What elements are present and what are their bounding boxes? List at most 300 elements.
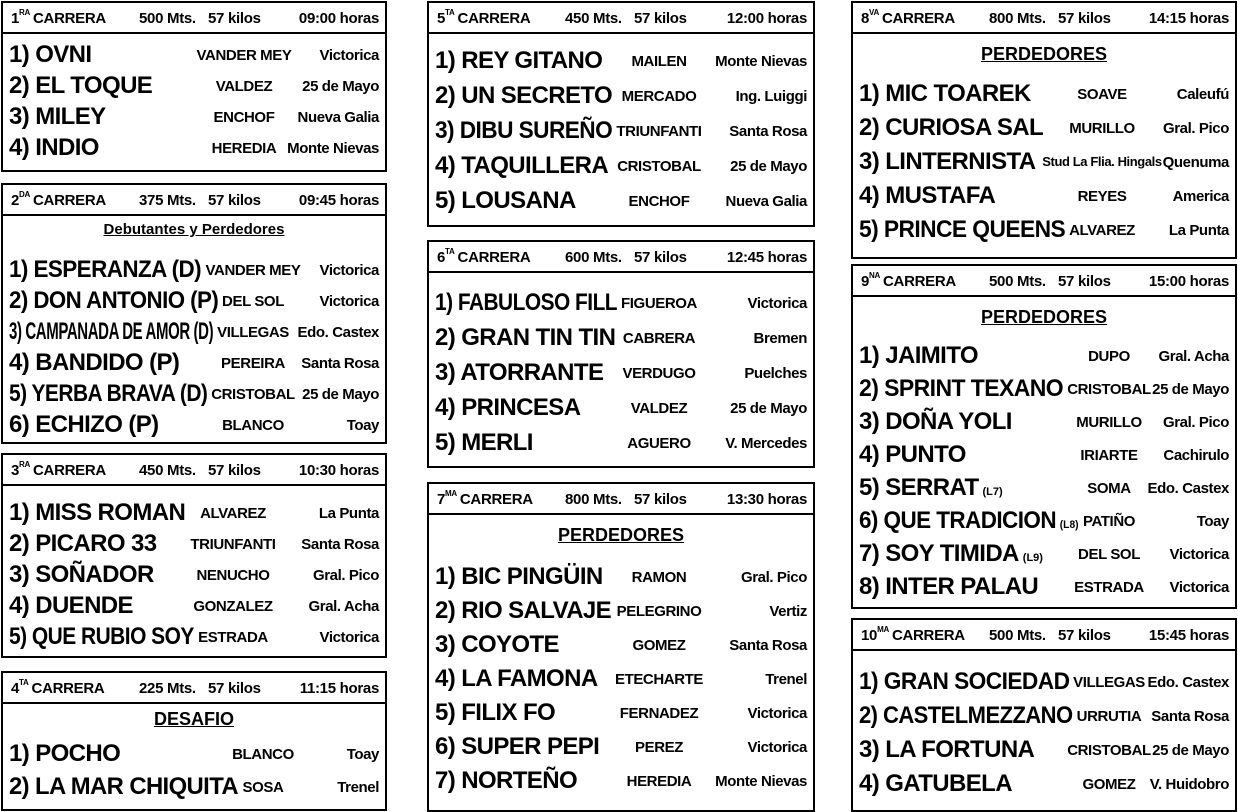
horse-name <box>435 324 615 352</box>
entry-town: Santa Rosa <box>729 123 807 140</box>
horse-name <box>435 699 555 727</box>
race-title <box>11 462 106 479</box>
horse-name <box>859 573 1038 601</box>
race-distance: 450 Mts. <box>139 462 196 479</box>
race-title <box>861 627 965 644</box>
horse-name-text: 1) FABULOSO FILL <box>435 289 618 316</box>
horse-name-text: 1) BIC PINGÜIN <box>435 563 603 590</box>
horse-name-text: 7) SOY TIMIDA <box>859 540 1019 567</box>
jockey-name: VANDER MEY <box>205 262 301 279</box>
jockey-name: SOSA <box>242 779 284 796</box>
entry-town: Victorica <box>319 293 379 310</box>
horse-name <box>859 375 1063 403</box>
horse-name <box>9 380 207 408</box>
race-3-card <box>1 453 387 658</box>
jockey-name: CRISTOBAL <box>617 158 701 175</box>
entry-town: 25 de Mayo <box>730 158 807 175</box>
entry-row <box>435 47 807 77</box>
horse-name <box>9 318 213 346</box>
horse-name <box>9 256 201 284</box>
race-number: 1 <box>11 10 20 27</box>
race-ordinal-suffix: RA <box>19 460 31 469</box>
entry-row <box>435 359 807 389</box>
horse-name-text: 2) CASTELMEZZANO <box>859 702 1073 729</box>
entry-row <box>859 507 1229 537</box>
entry-row <box>435 187 807 217</box>
entry-town: 25 de Mayo <box>1152 381 1229 398</box>
entry-row <box>859 474 1229 504</box>
entry-town: Trenel <box>765 671 807 688</box>
jockey-name: GOMEZ <box>1082 776 1136 793</box>
entry-row <box>9 72 379 102</box>
horse-name-text: 3) COYOTE <box>435 631 559 658</box>
horse-name <box>435 429 533 457</box>
jockey-name: MAILEN <box>631 53 687 70</box>
entry-town: Victorica <box>747 705 807 722</box>
race-header <box>853 620 1235 651</box>
entry-row <box>9 349 379 379</box>
race-time: 09:00 horas <box>298 10 379 27</box>
race-condition: Debutantes y Perdedores <box>103 221 285 238</box>
race-weight: 57 kilos <box>1058 10 1111 27</box>
entry-town: America <box>1172 188 1229 205</box>
race-weight: 57 kilos <box>1058 273 1111 290</box>
entry-row <box>9 256 379 286</box>
entry-town: Puelches <box>744 365 807 382</box>
horse-name <box>9 561 154 589</box>
entry-town: 25 de Mayo <box>302 78 379 95</box>
horse-name <box>435 631 559 659</box>
entry-row <box>435 665 807 695</box>
horse-name-text: 4) INDIO <box>9 134 99 161</box>
entry-town: La Punta <box>1168 222 1229 239</box>
jockey-name: DUPO <box>1088 348 1130 365</box>
jockey-name: PEREZ <box>634 739 684 756</box>
horse-name <box>435 47 602 75</box>
jockey-name: ALVAREZ <box>200 505 266 522</box>
entry-row <box>859 573 1229 603</box>
race-distance: 800 Mts. <box>989 10 1046 27</box>
race-distance: 500 Mts. <box>989 273 1046 290</box>
race-weight: 57 kilos <box>634 249 687 266</box>
horse-name-text: 2) LA MAR CHIQUITA <box>9 773 239 800</box>
entry-town: Gral. Acha <box>1158 348 1229 365</box>
horse-name-text: 2) CURIOSA SAL <box>859 114 1044 141</box>
race-time: 10:30 horas <box>298 462 379 479</box>
jockey-name: SOMA <box>1087 480 1131 497</box>
entry-town: Monte Nievas <box>715 53 807 70</box>
race-title <box>861 273 956 290</box>
entry-row <box>435 82 807 112</box>
entry-town: Gral. Pico <box>1162 120 1229 137</box>
horse-name <box>435 117 612 145</box>
race-condition: PERDEDORES <box>557 525 685 545</box>
race-title <box>11 192 106 209</box>
entry-town: Santa Rosa <box>301 536 379 553</box>
race-10-card <box>851 618 1237 812</box>
race-header <box>3 673 385 704</box>
horse-name-text: 1) JAIMITO <box>859 342 978 369</box>
race-label: CARRERA <box>31 680 105 697</box>
jockey-name: PELEGRINO <box>616 603 702 620</box>
entry-row <box>435 733 807 763</box>
horse-name-text: 4) GATUBELA <box>859 770 1012 797</box>
entry-town: Bremen <box>753 330 807 347</box>
entry-row <box>9 530 379 560</box>
entry-row <box>435 117 807 147</box>
jockey-name: TRIUNFANTI <box>616 123 702 140</box>
race-number: 9 <box>861 273 870 290</box>
race-header <box>3 185 385 216</box>
entry-row <box>9 103 379 133</box>
race-weight: 57 kilos <box>208 680 261 697</box>
horse-name <box>435 359 603 387</box>
entry-row <box>859 770 1229 800</box>
race-ordinal-suffix: TA <box>19 678 29 687</box>
entry-town: Victorica <box>1169 579 1229 596</box>
entry-town: Cachirulo <box>1163 447 1229 464</box>
race-number: 4 <box>11 680 20 697</box>
entry-row <box>859 702 1229 732</box>
horse-name <box>859 770 1012 798</box>
entry-row <box>9 41 379 71</box>
entry-row <box>435 563 807 593</box>
horse-name-text: 3) LA FORTUNA <box>859 736 1035 763</box>
entry-row <box>9 773 379 803</box>
race-title <box>11 680 104 697</box>
entry-town: Nueva Galia <box>297 109 379 126</box>
horse-name-text: 2) RIO SALVAJE <box>435 597 612 624</box>
horse-name-text: 3) DOÑA YOLI <box>859 408 1012 435</box>
horse-name-text: 5) SERRAT <box>859 474 979 501</box>
horse-name-text: 5) MERLI <box>435 429 533 456</box>
race-label: CARRERA <box>881 10 955 27</box>
horse-name <box>859 182 995 210</box>
entry-town: Gral. Pico <box>740 569 807 586</box>
horse-name <box>859 474 1003 502</box>
entry-row <box>435 597 807 627</box>
jockey-name: HEREDIA <box>211 140 277 157</box>
entry-row <box>859 148 1229 178</box>
race-ordinal-suffix: TA <box>445 247 455 256</box>
horse-name-text: 1) MISS ROMAN <box>9 499 186 526</box>
race-5-card <box>427 1 815 227</box>
race-4-card <box>1 671 387 811</box>
horse-name-text: 1) POCHO <box>9 740 121 767</box>
jockey-name: URRUTIA <box>1076 708 1142 725</box>
horse-name-text: 6) ECHIZO (P) <box>9 411 159 438</box>
horse-name <box>435 665 598 693</box>
race-9-card <box>851 264 1237 609</box>
race-title <box>437 10 530 27</box>
entry-town: Monte Nievas <box>287 140 379 157</box>
horse-name-text: 2) GRAN TIN TIN <box>435 324 616 351</box>
horse-name <box>435 563 603 591</box>
horse-name <box>9 592 133 620</box>
horse-name-text: 4) PUNTO <box>859 441 966 468</box>
race-ordinal-suffix: VA <box>869 8 879 17</box>
entry-row <box>9 411 379 441</box>
horse-name <box>859 114 1043 142</box>
horse-name-text: 1) GRAN SOCIEDAD <box>859 668 1070 695</box>
jockey-name: FERNADEZ <box>619 705 699 722</box>
entry-row <box>435 394 807 424</box>
jockey-name: VANDER MEY <box>196 47 292 64</box>
entry-row <box>9 592 379 622</box>
race-condition: DESAFIO <box>153 709 234 729</box>
entry-row <box>9 561 379 591</box>
horse-name <box>9 287 218 315</box>
race-title <box>437 249 530 266</box>
entry-town: V. Mercedes <box>725 435 807 452</box>
entry-row <box>859 408 1229 438</box>
entry-town: Edo. Castex <box>1147 674 1229 691</box>
race-weight: 57 kilos <box>208 462 261 479</box>
jockey-name: TRIUNFANTI <box>190 536 276 553</box>
entry-town: Santa Rosa <box>1151 708 1229 725</box>
entry-town: Edo. Castex <box>1147 480 1229 497</box>
horse-name-text: 2) SPRINT TEXANO <box>859 375 1064 402</box>
race-condition: PERDEDORES <box>980 44 1108 64</box>
horse-name <box>9 499 185 527</box>
horse-name <box>9 623 194 651</box>
horse-name-text: 4) DUENDE <box>9 592 133 619</box>
entry-row <box>9 623 379 653</box>
horse-name-text: 5) PRINCE QUEENS <box>859 216 1066 243</box>
entry-row <box>9 287 379 317</box>
horse-name-text: 3) MILEY <box>9 103 106 130</box>
race-distance: 225 Mts. <box>139 680 196 697</box>
horse-name <box>859 148 1036 176</box>
horse-name <box>9 41 91 69</box>
jockey-name: GOMEZ <box>632 637 686 654</box>
entry-town: 25 de Mayo <box>730 400 807 417</box>
horse-name-text: 2) EL TOQUE <box>9 72 153 99</box>
jockey-name: SOAVE <box>1077 86 1127 103</box>
race-header <box>429 3 813 34</box>
race-ordinal-suffix: MA <box>445 489 457 498</box>
entry-town: Victorica <box>319 262 379 279</box>
entry-row <box>859 441 1229 471</box>
jockey-name: NENUCHO <box>196 567 270 584</box>
race-time: 11:15 horas <box>299 680 379 697</box>
entry-town: Nueva Galia <box>725 193 807 210</box>
race-header <box>853 3 1235 34</box>
race-number: 6 <box>437 249 446 266</box>
race-distance: 600 Mts. <box>565 249 622 266</box>
jockey-name: MURILLO <box>1069 120 1135 137</box>
entry-town: Trenel <box>337 779 379 796</box>
entry-row <box>859 80 1229 110</box>
entry-town: Edo. Castex <box>297 324 379 341</box>
horse-name-text: 1) ESPERANZA (D) <box>9 256 202 283</box>
race-header <box>853 266 1235 297</box>
horse-name <box>9 103 106 131</box>
race-ordinal-suffix: NA <box>869 271 881 280</box>
entry-town: La Punta <box>318 505 379 522</box>
race-number: 8 <box>861 10 870 27</box>
race-header <box>429 242 813 273</box>
entry-town: Victorica <box>1169 546 1229 563</box>
entry-tag: (L7) <box>982 486 1003 498</box>
horse-name-text: 8) INTER PALAU <box>859 573 1039 600</box>
entry-tag: (L8) <box>1059 519 1079 531</box>
horse-name-text: 3) DIBU SUREÑO <box>435 117 613 144</box>
race-weight: 57 kilos <box>1058 627 1111 644</box>
entry-town: Victorica <box>319 47 379 64</box>
horse-name <box>859 507 1079 535</box>
jockey-name: DEL SOL <box>1078 546 1140 563</box>
horse-name <box>9 349 179 377</box>
race-ordinal-suffix: DA <box>19 190 31 199</box>
jockey-name: VERDUGO <box>622 365 696 382</box>
horse-name <box>435 597 611 625</box>
horse-name <box>859 702 1073 730</box>
jockey-name: CABRERA <box>622 330 696 347</box>
race-number: 7 <box>437 491 446 508</box>
entry-town: Toay <box>346 417 379 434</box>
jockey-name: ESTRADA <box>1074 579 1144 596</box>
horse-name-text: 2) DON ANTONIO (P) <box>9 287 219 314</box>
horse-name-text: 1) OVNI <box>9 41 92 68</box>
race-time: 12:45 horas <box>726 249 807 266</box>
horse-name-text: 2) PICARO 33 <box>9 530 157 557</box>
entry-row <box>9 380 379 410</box>
entry-town: 25 de Mayo <box>302 386 379 403</box>
horse-name-text: 2) UN SECRETO <box>435 82 613 109</box>
entry-row <box>859 736 1229 766</box>
race-label: CARRERA <box>457 249 531 266</box>
jockey-name: PATIÑO <box>1082 513 1136 530</box>
jockey-name: BLANCO <box>232 746 294 763</box>
race-weight: 57 kilos <box>208 10 261 27</box>
horse-name <box>859 668 1069 696</box>
jockey-name: IRIARTE <box>1080 447 1138 464</box>
race-weight: 57 kilos <box>634 491 687 508</box>
race-number: 10 <box>861 627 878 644</box>
race-7-card <box>427 482 815 812</box>
entry-town: Toay <box>346 746 379 763</box>
jockey-name: ENCHOF <box>628 193 690 210</box>
entry-row <box>859 540 1229 570</box>
race-distance: 500 Mts. <box>989 627 1046 644</box>
horse-name <box>9 530 157 558</box>
entry-town: Victorica <box>319 629 379 646</box>
race-header <box>3 455 385 486</box>
race-weight: 57 kilos <box>634 10 687 27</box>
jockey-name: CRISTOBAL <box>1067 742 1151 759</box>
entry-row <box>9 318 379 348</box>
jockey-name: VALDEZ <box>630 400 688 417</box>
horse-name-text: 4) LA FAMONA <box>435 665 598 692</box>
horse-name-text: 4) MUSTAFA <box>859 182 996 209</box>
race-title <box>437 491 533 508</box>
entry-row <box>435 429 807 459</box>
horse-name <box>9 72 152 100</box>
entry-row <box>859 342 1229 372</box>
race-number: 2 <box>11 192 20 209</box>
horse-name <box>859 408 1012 436</box>
entry-town: Ing. Luiggi <box>735 88 807 105</box>
horse-name <box>435 82 612 110</box>
entry-row <box>9 134 379 164</box>
jockey-name: ESTRADA <box>198 629 268 646</box>
race-ordinal-suffix: TA <box>445 8 455 17</box>
race-number: 5 <box>437 10 446 27</box>
horse-name-text: 5) LOUSANA <box>435 187 576 214</box>
jockey-name: ALVAREZ <box>1069 222 1135 239</box>
horse-name-text: 3) ATORRANTE <box>435 359 604 386</box>
race-title <box>11 10 106 27</box>
horse-name <box>435 152 608 180</box>
horse-name <box>859 80 1031 108</box>
race-time: 15:45 horas <box>1148 627 1229 644</box>
entry-row <box>859 668 1229 698</box>
jockey-name: ENCHOF <box>213 109 275 126</box>
horse-name <box>859 216 1065 244</box>
jockey-name: CRISTOBAL <box>211 386 295 403</box>
jockey-name: GONZALEZ <box>193 598 273 615</box>
horse-name-text: 5) QUE RUBIO SOY <box>9 623 194 650</box>
entry-row <box>859 114 1229 144</box>
horse-name-text: 3) CAMPANADA DE AMOR (D) <box>9 318 214 345</box>
entry-tag: (L9) <box>1022 552 1043 564</box>
jockey-name: HEREDIA <box>626 773 692 790</box>
horse-name-text: 7) NORTEÑO <box>435 767 578 794</box>
entry-town: Santa Rosa <box>301 355 379 372</box>
race-number: 3 <box>11 462 20 479</box>
race-header <box>3 3 385 34</box>
race-label: CARRERA <box>457 10 531 27</box>
horse-name <box>435 289 617 317</box>
horse-name-text: 3) SOÑADOR <box>9 561 154 588</box>
horse-name-text: 6) SUPER PEPI <box>435 733 600 760</box>
entry-row <box>435 324 807 354</box>
entry-row <box>435 289 807 319</box>
entry-row <box>859 375 1229 405</box>
race-distance: 375 Mts. <box>139 192 196 209</box>
race-label: CARRERA <box>33 462 106 479</box>
horse-name-text: 5) FILIX FO <box>435 699 556 726</box>
horse-name <box>435 394 580 422</box>
race-time: 09:45 horas <box>298 192 379 209</box>
horse-name <box>9 773 238 801</box>
race-title <box>861 10 955 27</box>
race-label: CARRERA <box>459 491 533 508</box>
horse-name-text: 1) REY GITANO <box>435 47 603 74</box>
jockey-name: ETECHARTE <box>614 671 704 688</box>
jockey-name: FIGUEROA <box>621 295 697 312</box>
horse-name-text: 1) MIC TOAREK <box>859 80 1031 107</box>
entry-town: Monte Nievas <box>715 773 807 790</box>
entry-town: Victorica <box>747 295 807 312</box>
race-header <box>429 484 813 515</box>
jockey-name: BLANCO <box>222 417 284 434</box>
jockey-name: REYES <box>1077 188 1127 205</box>
jockey-name: RAMON <box>631 569 687 586</box>
horse-name <box>435 767 577 795</box>
entry-town: Victorica <box>747 739 807 756</box>
race-label: CARRERA <box>891 627 965 644</box>
race-distance: 450 Mts. <box>565 10 622 27</box>
race-label: CARRERA <box>883 273 956 290</box>
horse-name-text: 6) QUE TRADICION <box>859 507 1056 534</box>
jockey-name: VILLEGAS <box>217 324 289 341</box>
entry-row <box>859 182 1229 212</box>
race-1-card <box>1 1 387 172</box>
jockey-name: PEREIRA <box>221 355 285 372</box>
race-distance: 800 Mts. <box>565 491 622 508</box>
